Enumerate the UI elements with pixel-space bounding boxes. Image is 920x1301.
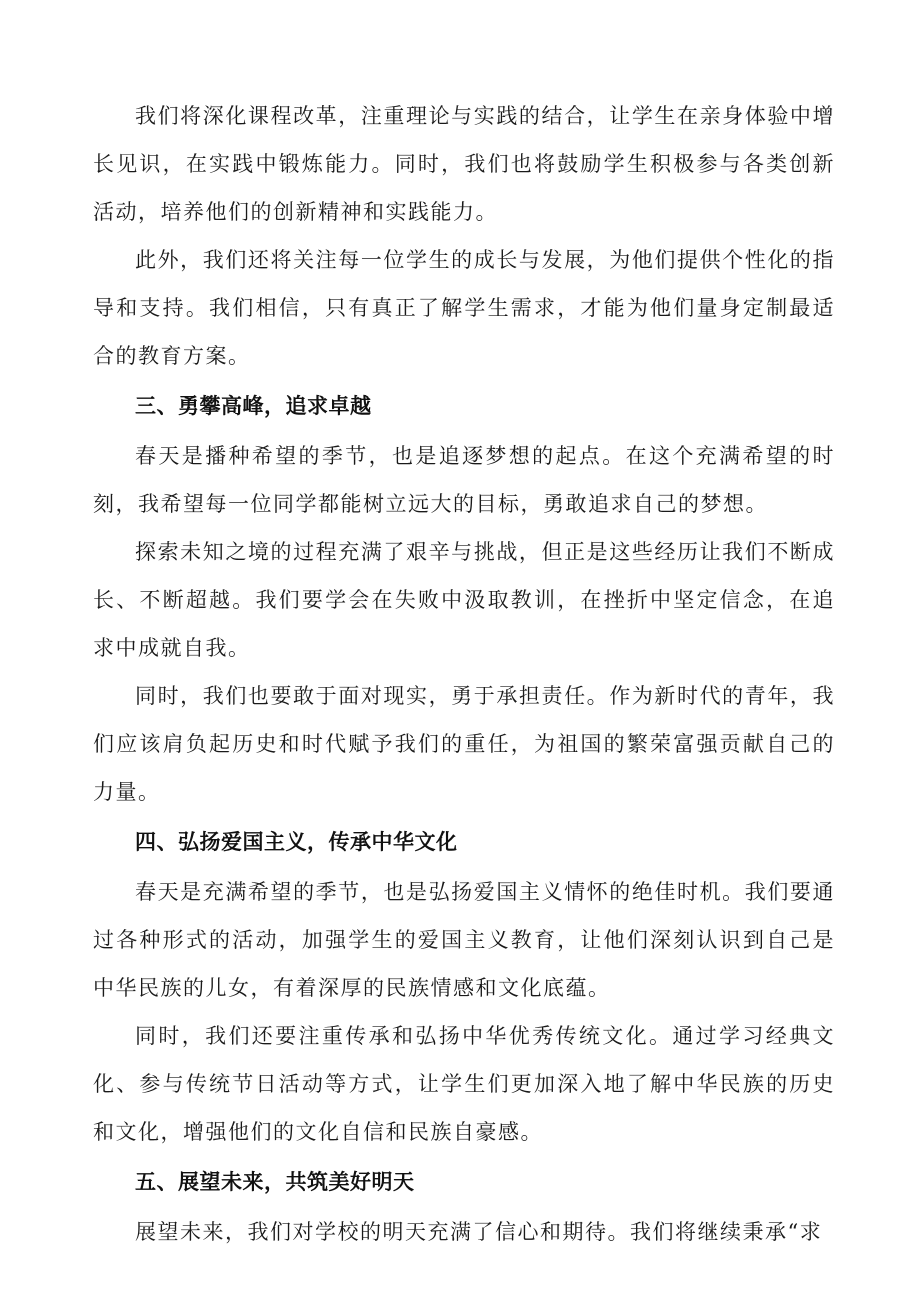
paragraph-look-ahead: 展望未来，我们对学校的明天充满了信心和期待。我们将继续秉承“求 <box>135 1220 823 1244</box>
section-heading-3: 三、勇攀高峰，追求卓越 <box>135 394 372 418</box>
paragraph-responsibility: 同时，我们也要敢于面对现实，勇于承担责任。作为新时代的青年，我们应该肩负起历史和时代赋予我们的重任，为祖国的繁荣富强贡献自己的力量。 <box>93 684 835 804</box>
paragraph-traditional-culture: 同时，我们还要注重传承和弘扬中华优秀传统文化。通过学习经典文化、参与传统节日活动等方式，让学生们更加深入地了解中华民族的历史和文化，增强他们的文化自信和民族自豪感。 <box>93 1024 835 1144</box>
paragraph-explore-unknown: 探索未知之境的过程充满了艰辛与挑战，但正是这些经历让我们不断成长、不断超越。我们要学会在失败中汲取教训，在挫折中坚定信念，在追求中成就自我。 <box>93 540 835 660</box>
paragraph-curriculum-reform: 我们将深化课程改革，注重理论与实践的结合，让学生在亲身体验中增长见识，在实践中锻炼能力。同时，我们也将鼓励学生积极参与各类创新活动，培养他们的创新精神和实践能力。 <box>93 104 835 224</box>
paragraph-spring-hope: 春天是播种希望的季节，也是追逐梦想的起点。在这个充满希望的时刻，我希望每一位同学都能树立远大的目标，勇敢追求自己的梦想。 <box>93 444 835 516</box>
section-heading-4: 四、弘扬爱国主义，传承中华文化 <box>135 830 458 854</box>
paragraph-personalized-guidance: 此外，我们还将关注每一位学生的成长与发展，为他们提供个性化的指导和支持。我们相信，只有真正了解学生需求，才能为他们量身定制最适合的教育方案。 <box>93 248 835 368</box>
section-heading-5: 五、展望未来，共筑美好明天 <box>135 1170 415 1194</box>
document-body <box>93 92 835 1256</box>
paragraph-patriotism: 春天是充满希望的季节，也是弘扬爱国主义情怀的绝佳时机。我们要通过各种形式的活动，加强学生的爱国主义教育，让他们深刻认识到自己是中华民族的儿女，有着深厚的民族情感和文化底蕴。 <box>93 880 835 1000</box>
